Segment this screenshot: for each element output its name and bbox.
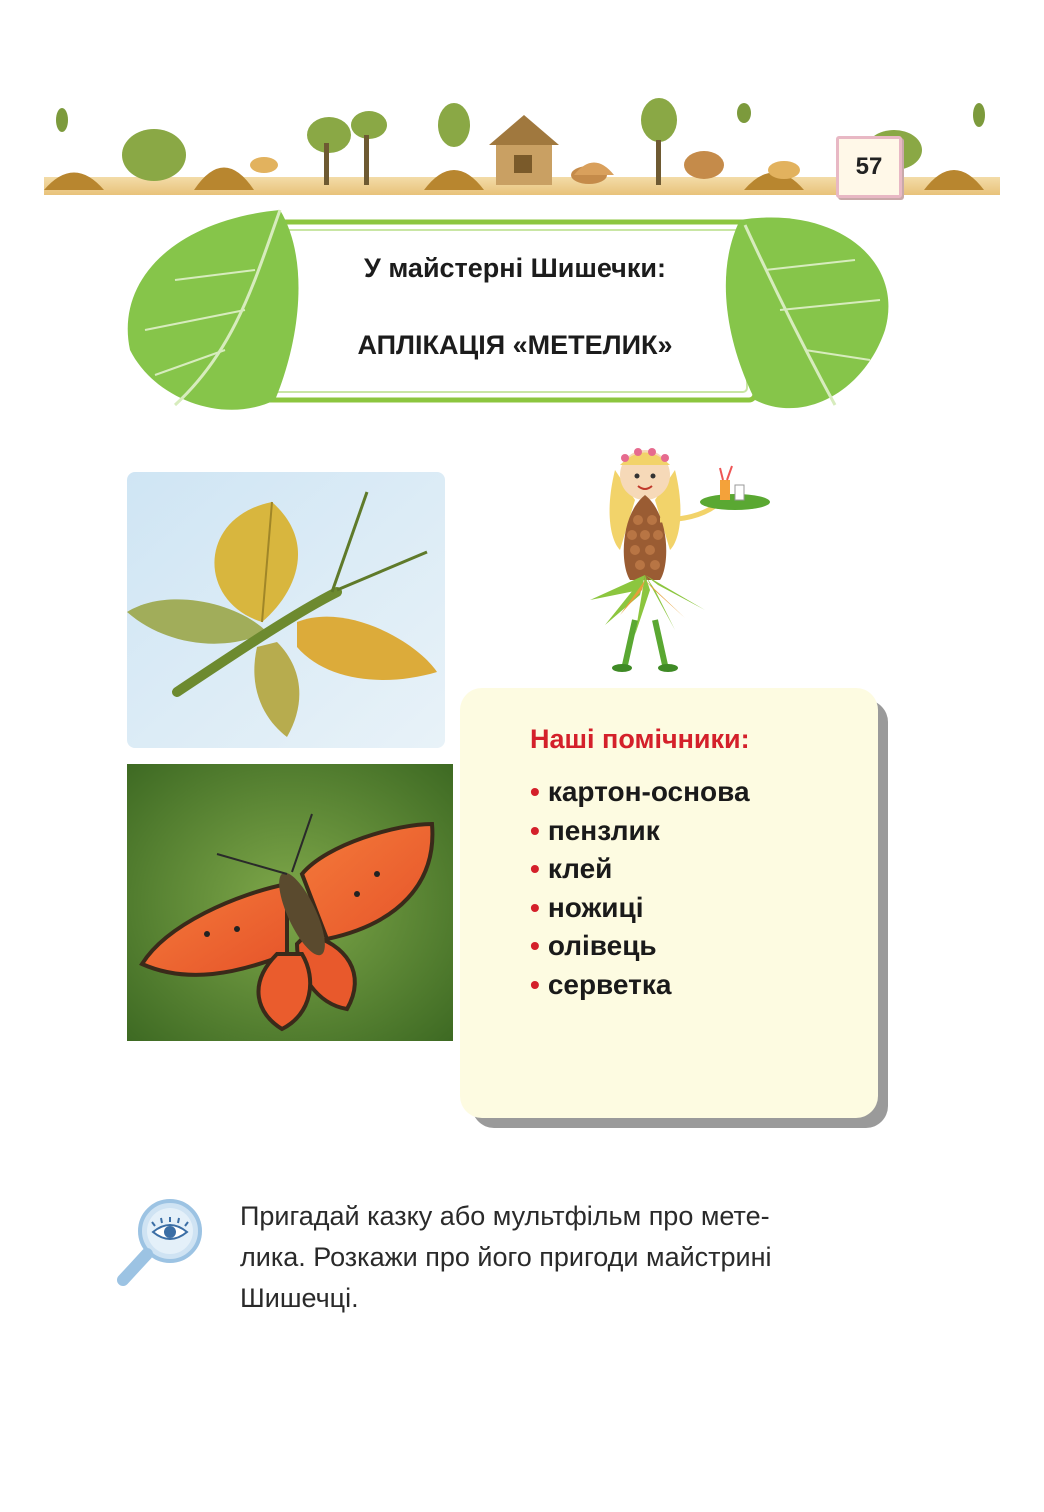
leaf-butterfly-photo [127, 472, 445, 748]
bullet: • [530, 776, 540, 807]
helper-item-label: пензлик [547, 814, 660, 846]
helper-item-label: ножиці [547, 891, 644, 923]
title-line-1: У майстерні Шишечки: [364, 253, 666, 283]
orange-butterfly-photo [127, 764, 453, 1041]
magnifier-eye-icon [115, 1196, 207, 1288]
page-number-badge: 57 [836, 136, 902, 198]
list-item [530, 889, 750, 928]
helper-item-label: клей [547, 853, 613, 884]
helper-item-label: олівець [547, 930, 657, 961]
bullet: • [530, 891, 540, 923]
list-item [530, 850, 750, 889]
title-line-2: АПЛІКАЦІЯ «МЕТЕЛИК» [357, 330, 673, 360]
list-item [530, 927, 750, 966]
title-frame [115, 200, 895, 430]
helpers-heading: Наші помічники: [530, 724, 750, 754]
bullet: • [530, 814, 540, 846]
bullet: • [530, 853, 540, 884]
list-item [530, 966, 750, 1005]
bullet: • [530, 930, 540, 961]
bullet: • [530, 968, 540, 1000]
task-text [240, 1196, 900, 1319]
cone-girl-character-illustration [580, 440, 780, 680]
list-item [530, 773, 750, 812]
list-item [530, 812, 750, 851]
helper-item-label: картон-основа [547, 776, 750, 807]
helpers-list [530, 773, 750, 1004]
task-line: лика. Розкажи про його пригоди майстрині [240, 1242, 772, 1272]
task-line: Пригадай казку або мультфільм про мете- [240, 1201, 770, 1231]
left-leaf-icon [128, 210, 299, 410]
task-line: Шишечці. [240, 1283, 359, 1313]
right-leaf-icon [726, 218, 889, 409]
helper-item-label: серветка [547, 968, 672, 1000]
